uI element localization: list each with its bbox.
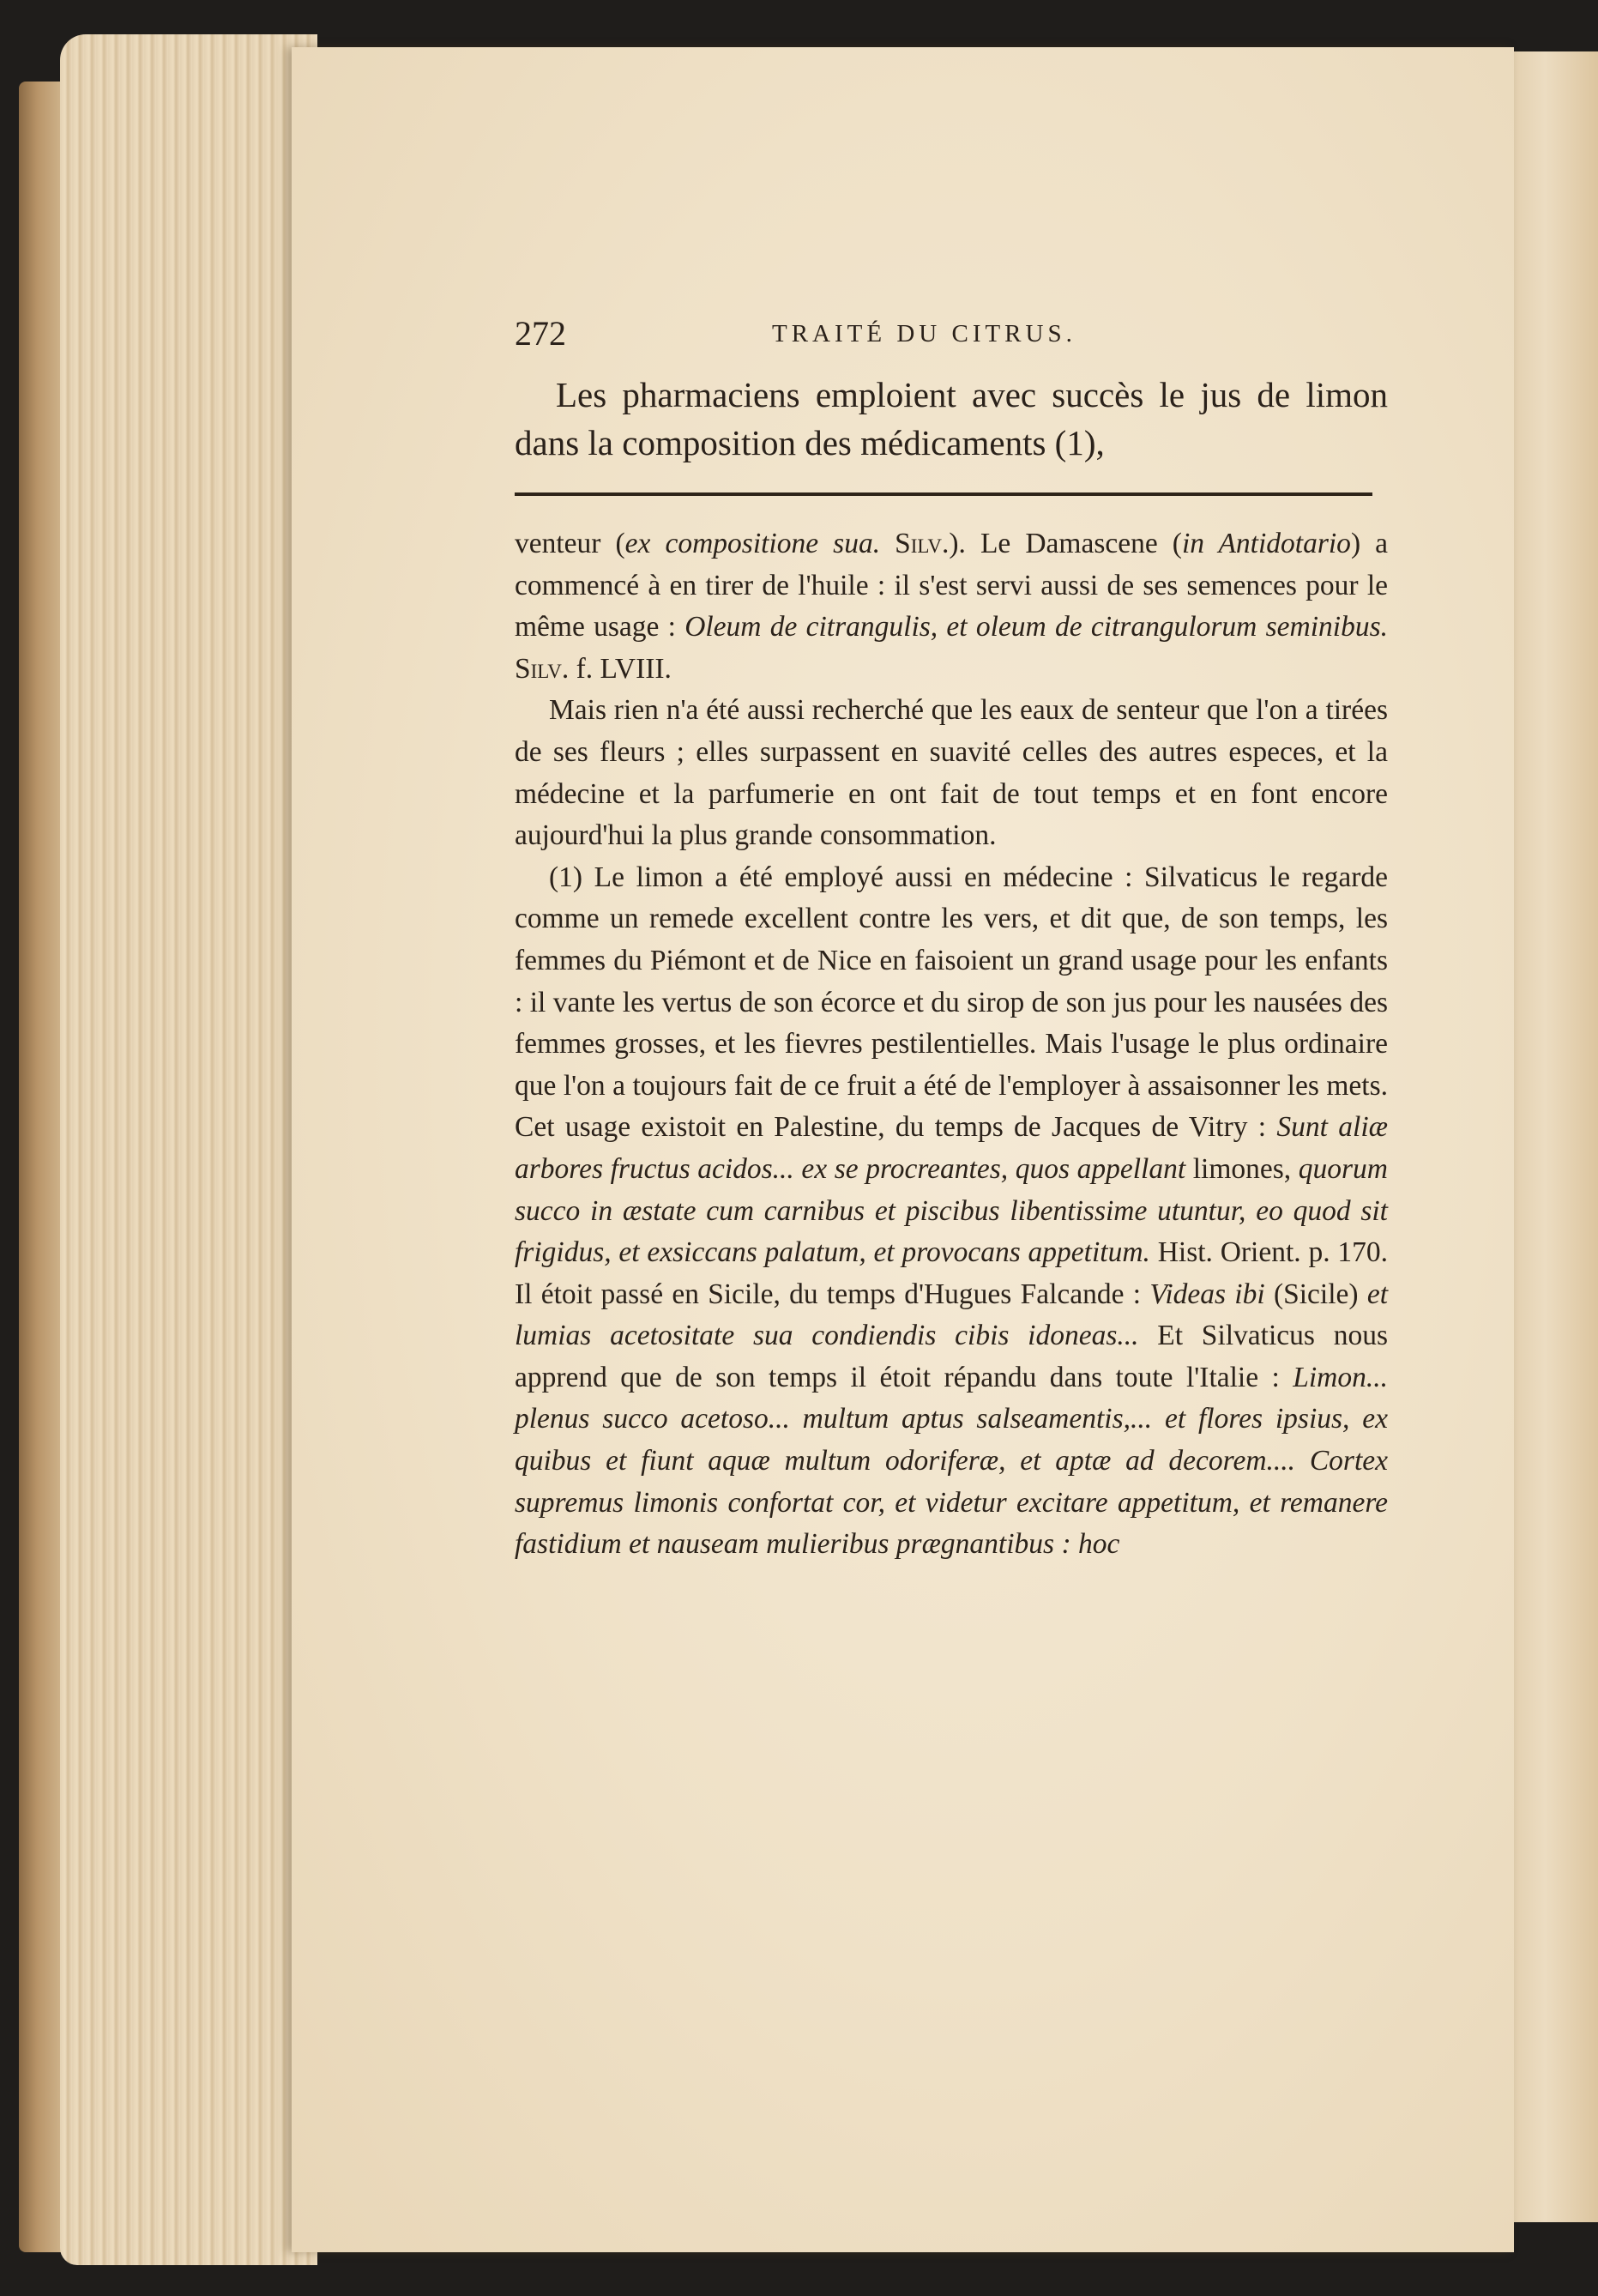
main-text: Les pharmaciens emploient avec succès le jus de limon dans la composition des médicaments (1),: [515, 375, 1388, 462]
footnote-1: [515, 857, 1388, 1566]
text-segment: Et Silvaticus nous apprend que de son temps il étoit répandu dans toute l'Italie :: [515, 1320, 1388, 1393]
text-segment: venteur (: [515, 528, 625, 559]
text-segment: . f. LVIII.: [561, 652, 672, 685]
italic-segment: et lumias acetositate sua condiendis cibis idoneas...: [515, 1278, 1389, 1352]
note-paragraph: Mais rien n'a été aussi recherché que les eaux de senteur que l'on a tirées de ses fleurs ; elles surpassent en suavité celles des autres especes, et la médecine et la parfumerie en ont fait de tout temps et en font encore aujourd'hui la plus grande consommation.: [515, 694, 1388, 852]
page-header: [515, 313, 1390, 356]
notes-block: [515, 523, 1388, 1566]
running-title: TRAITÉ DU CITRUS.: [772, 320, 1076, 347]
italic-segment: quorum succo in æstate cum carnibus et piscibus libentissime utuntur, eo quod sit frigidus, et exsiccans palatum, et provocans appetitum.: [515, 1152, 1388, 1269]
text-segment: Hist. Orient. p. 170. Il étoit passé en Sicile, du temps d'Hugues Falcande :: [515, 1236, 1388, 1310]
text-segment: Silv: [515, 652, 562, 685]
italic-segment: Limon... plenus succo acetoso... multum aptus salseamentis,... et flores ipsius, ex quibus et fiunt aquæ multum odoriferæ, et aptæ ad decorem.... Cortex supremus limonis confortat cor, et videtur excitare appetitum, et remanere fastidium et nauseam mulieribus prægnantibus : hoc: [515, 1361, 1388, 1561]
italic-segment: Sunt aliæ arbores fructus acidos... ex se procreantes, quos appellant: [515, 1111, 1388, 1185]
italic-segment: ex compositione sua.: [624, 528, 881, 559]
italic-segment: Videas ibi: [1149, 1278, 1265, 1310]
text-segment: limones,: [1185, 1152, 1299, 1185]
page-stack: [60, 34, 317, 2265]
footnote-rule: [515, 492, 1372, 496]
text-segment: .). Le Damascene (: [941, 528, 1182, 559]
text-segment: (Sicile): [1264, 1278, 1367, 1310]
text-segment: Silv: [895, 528, 942, 559]
text-segment: ) a commencé à en tirer de l'huile : il s'est servi aussi de ses semences pour le même usage :: [515, 528, 1389, 643]
text-segment: [880, 528, 895, 559]
note-continuation: [515, 523, 1388, 690]
italic-segment: Oleum de citrangulis, et oleum de citrangulorum seminibus.: [684, 611, 1389, 643]
text-segment: (1) Le limon a été employé aussi en médecine : Silvaticus le regarde comme un remede excellent contre les vers, et dit que, de son temps, les femmes du Piémont et de Nice en faisoient un grand usage pour les enfants : il vante les vertus de son écorce et du sirop de son jus pour les nausées des femmes grosses, et les fievres pestilentielles. Mais l'usage le plus ordinaire que l'on a toujours fait de ce fruit a été de l'employer à assaisonner les mets. Cet usage existoit en Palestine, du temps de Jacques de Vitry :: [515, 861, 1388, 1144]
italic-segment: in Antidotario: [1181, 528, 1351, 559]
page-number: 272: [515, 314, 566, 353]
facing-page-edge: [1510, 51, 1598, 2222]
